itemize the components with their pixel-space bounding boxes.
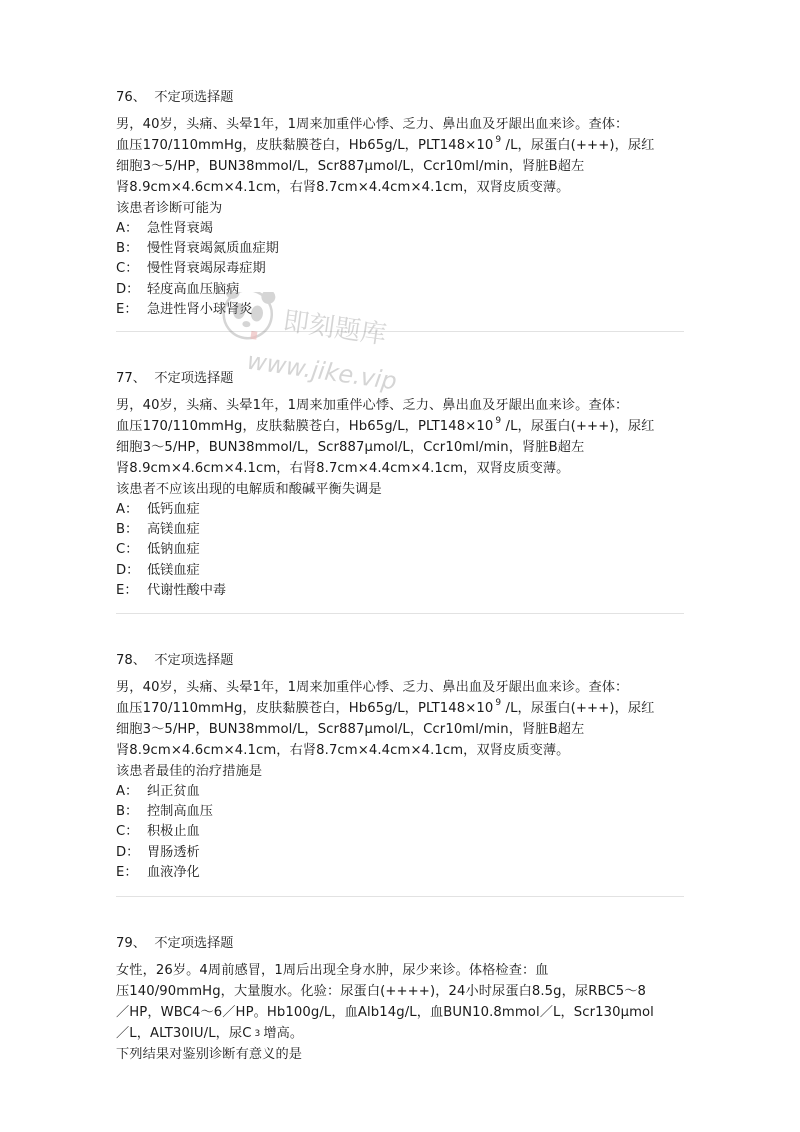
- option-a[interactable]: A： 纠正贫血: [116, 784, 200, 799]
- option-d[interactable]: D： 轻度高血压脑病: [116, 281, 240, 297]
- case-line: 男，40岁，头痛、头晕1年，1周来加重伴心悸、乏力、鼻出血及牙龈出血来诊。查体：: [116, 117, 629, 132]
- case-line: 细胞3～5/HP，BUN38mmol/L，Scr887μmol/L，Ccr10ml/min，肾脏B超左: [116, 440, 585, 455]
- case-line: 肾8.9cm×4.6cm×4.1cm，右肾8.7cm×4.4cm×4.1cm，双肾皮质变薄。: [116, 743, 570, 758]
- case-line: 肾8.9cm×4.6cm×4.1cm，右肾8.7cm×4.4cm×4.1cm，双肾皮质变薄。: [116, 180, 570, 195]
- question-78: [116, 651, 686, 883]
- option-b[interactable]: B： 控制高血压: [116, 804, 213, 820]
- case-line: 男，40岁，头痛、头晕1年，1周来加重伴心悸、乏力、鼻出血及牙龈出血来诊。查体：: [116, 398, 629, 413]
- case-line: 血压170/110mmHg，皮肤黏膜苍白，Hb65g/L，PLT148×10 $^9$ /L，尿蛋白(+++)，尿红: [116, 416, 655, 434]
- superscript: 9: [495, 698, 502, 708]
- option-b[interactable]: B： 慢性肾衰竭氮质血症期: [116, 241, 279, 257]
- case-line: 肾8.9cm×4.6cm×4.1cm，右肾8.7cm×4.4cm×4.1cm，双肾皮质变薄。: [116, 461, 570, 476]
- superscript: 3: [254, 1029, 261, 1039]
- option-list: [116, 782, 686, 883]
- divider: [116, 331, 684, 332]
- option-c[interactable]: C： 积极止血: [116, 824, 200, 840]
- superscript: 9: [495, 135, 502, 145]
- question-type: 不定项选择题: [154, 936, 234, 951]
- option-a[interactable]: A： 低钙血症: [116, 502, 200, 517]
- question-76: [116, 88, 686, 320]
- superscript: 9: [495, 416, 502, 426]
- option-b[interactable]: B： 高镁血症: [116, 522, 200, 538]
- option-d[interactable]: D： 胃肠透析: [116, 844, 200, 860]
- option-e[interactable]: E： 急进性肾小球肾炎: [116, 301, 253, 317]
- option-c[interactable]: C： 低钠血症: [116, 542, 200, 558]
- question-header: [116, 369, 686, 389]
- question-stem: 下列结果对鉴别诊断有意义的是: [116, 1047, 303, 1062]
- question-type: 不定项选择题: [154, 90, 234, 105]
- case-line: 血压170/110mmHg，皮肤黏膜苍白，Hb65g/L，PLT148×10 $^9$ /L，尿蛋白(+++)，尿红: [116, 135, 655, 153]
- divider: [116, 613, 684, 614]
- question-type: 不定项选择题: [154, 371, 234, 386]
- case-line: ／HP，WBC4～6／HP。Hb100g/L，血Alb14g/L，血BUN10.8mmol／L，Scr130μmol: [116, 1005, 654, 1020]
- option-a[interactable]: A： 急性肾衰竭: [116, 221, 213, 236]
- question-79: [116, 934, 686, 1065]
- watermark-brand: 即刻题库: [281, 306, 389, 351]
- case-line: 男，40岁，头痛、头晕1年，1周来加重伴心悸、乏力、鼻出血及牙龈出血来诊。查体：: [116, 680, 629, 695]
- question-number: 77、: [116, 371, 146, 386]
- question-header: [116, 651, 686, 671]
- option-c[interactable]: C： 慢性肾衰竭尿毒症期: [116, 261, 266, 277]
- case-line: 血压170/110mmHg，皮肤黏膜苍白，Hb65g/L，PLT148×10 $^9$ /L，尿蛋白(+++)，尿红: [116, 698, 655, 716]
- question-number: 79、: [116, 936, 146, 951]
- watermark-url: www.jike.vip: [245, 346, 399, 396]
- option-e[interactable]: E： 血液净化: [116, 864, 200, 880]
- case-line: 压140/90mmHg，大量腹水。化验：尿蛋白(++++)，24小时尿蛋白8.5g，尿RBC5～8: [116, 984, 646, 999]
- question-number: 76、: [116, 90, 146, 105]
- question-header: [116, 934, 686, 954]
- question-case: [116, 677, 686, 782]
- divider: [116, 896, 684, 897]
- option-list: [116, 219, 686, 320]
- question-77: [116, 369, 686, 601]
- option-list: [116, 500, 686, 601]
- question-stem: 该患者最佳的治疗措施是: [116, 764, 263, 779]
- question-case: [116, 960, 686, 1065]
- option-e[interactable]: E： 代谢性酸中毒: [116, 582, 227, 598]
- question-stem: 该患者诊断可能为: [116, 201, 223, 216]
- question-stem: 该患者不应该出现的电解质和酸碱平衡失调是: [116, 482, 382, 497]
- question-case: [116, 395, 686, 500]
- question-header: [116, 88, 686, 108]
- question-case: [116, 114, 686, 219]
- option-d[interactable]: D： 低镁血症: [116, 562, 200, 578]
- question-number: 78、: [116, 653, 146, 668]
- question-type: 不定项选择题: [154, 653, 234, 668]
- case-line: 细胞3～5/HP，BUN38mmol/L，Scr887μmol/L，Ccr10ml/min，肾脏B超左: [116, 159, 585, 174]
- case-line: 细胞3～5/HP，BUN38mmol/L，Scr887μmol/L，Ccr10ml/min，肾脏B超左: [116, 722, 585, 737]
- case-line: 女性，26岁。4周前感冒，1周后出现全身水肿，尿少来诊。体格检查：血: [116, 963, 549, 978]
- case-line: ／L，ALT30IU/L，尿C 3 增高。: [116, 1026, 304, 1041]
